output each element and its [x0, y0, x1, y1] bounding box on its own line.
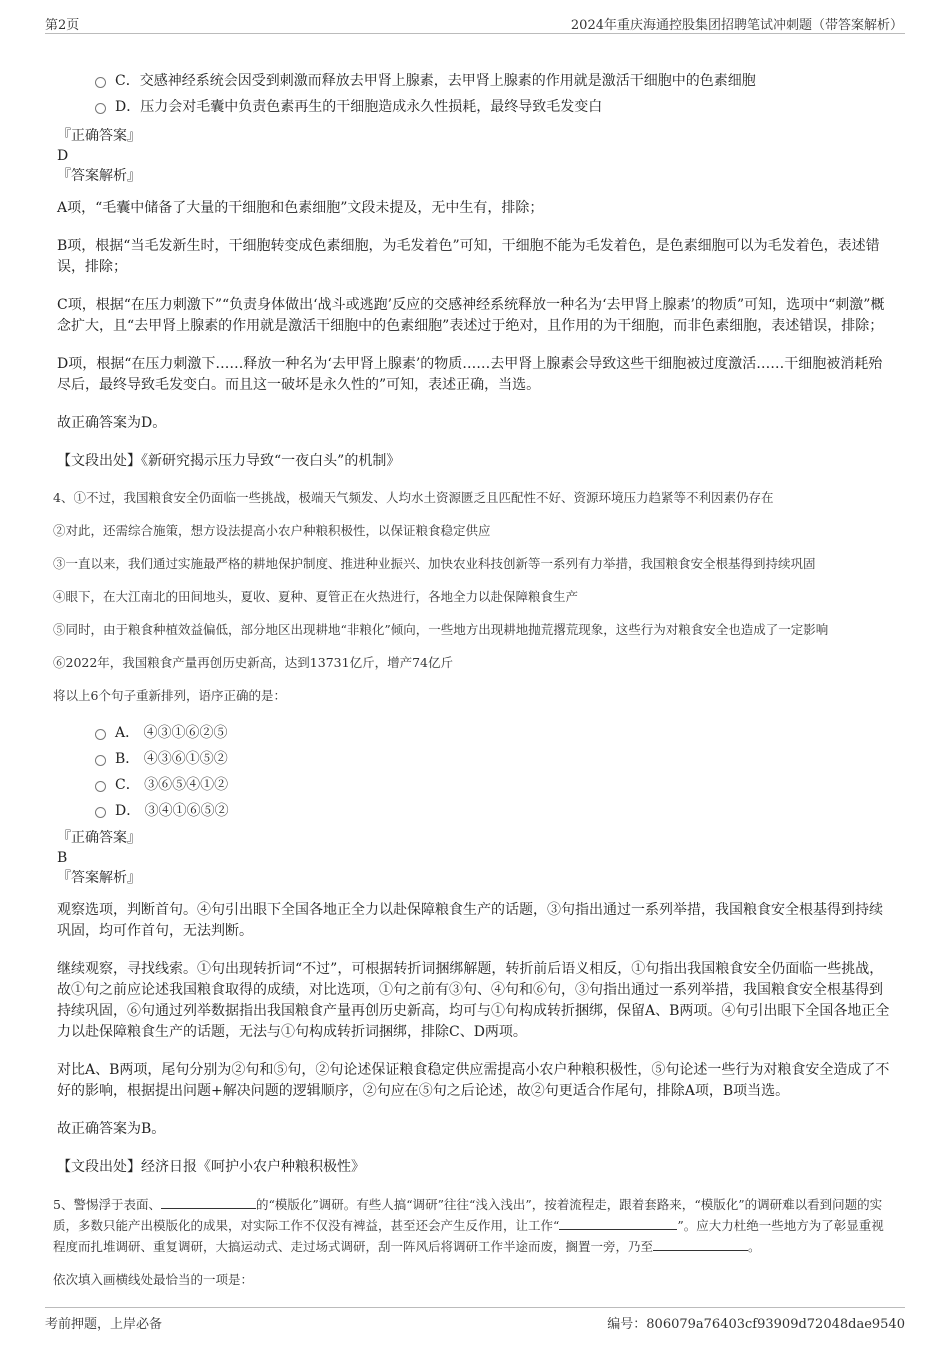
q5-prompt: 依次填入画横线处最恰当的一项是：: [53, 1272, 254, 1287]
option-text: D．压力会对毛囊中负责色素再生的干细胞造成永久性损耗，最终导致毛发变白: [115, 99, 603, 115]
q5-text-4: 。: [748, 1239, 761, 1254]
q3-option-c[interactable]: [95, 70, 892, 92]
q3-analysis-label: 『答案解析』: [57, 168, 141, 184]
q5-blank-1[interactable]: [161, 1194, 256, 1209]
footer-divider: [45, 1307, 905, 1308]
q3-conclusion: 故正确答案为D。: [57, 415, 167, 431]
option-text: B． ④③⑥①⑤②: [115, 751, 228, 767]
q5-stem: [53, 1194, 892, 1257]
q4-sentence-5: ⑤同时，由于粮食种植效益偏低，部分地区出现耕地“非粮化”倾向，一些地方出现耕地抛荒撂荒现象，这些行为对粮食安全也造成了一定影响: [53, 622, 829, 637]
q5-blank-2[interactable]: [559, 1215, 677, 1230]
document-title: 2024年重庆海通控股集团招聘笔试冲刺题（带答案解析）: [570, 18, 903, 33]
q4-sentence-4: ④眼下，在大江南北的田间地头，夏收、夏种、夏管正在火热进行，各地全力以赴保障粮食生产: [53, 589, 579, 604]
q3-source: 【文段出处】《新研究揭示压力导致“一夜白头”的机制》: [57, 453, 401, 469]
page-number: 第2页: [45, 18, 80, 33]
radio-icon[interactable]: [95, 807, 106, 818]
radio-icon[interactable]: [95, 781, 106, 792]
q4-prompt: 将以上6个句子重新排列，语序正确的是：: [53, 688, 286, 703]
document-id: 编号：806079a76403cf93909d72048dae9540: [607, 1317, 905, 1332]
q4-conclusion: 故正确答案为B。: [57, 1121, 166, 1137]
q3-option-d[interactable]: [95, 96, 892, 118]
option-text: C．交感神经系统会因受到刺激而释放去甲肾上腺素，去甲肾上腺素的作用就是激活干细胞中的色素细胞: [115, 73, 756, 89]
q4-answer: B: [57, 850, 68, 866]
footer-slogan: 考前押题，上岸必备: [45, 1317, 163, 1332]
q5-text-2: 的“模版化”调研。有些人搞“调研”往往“浅入浅出”，按着流程走，跟着套路来，“模版化”的调研难以看到问题的实质，多数只能产出模版化的成果，对实际工作不仅没有裨益，甚至还会产生反作用，让工作“: [53, 1197, 883, 1233]
q4-analysis-3: 对比A、B两项，尾句分别为②句和⑤句，②句论述保证粮食稳定供应需提高小农户种粮积极性，⑤句论述一些行为对粮食安全造成了不好的影响，根据提出问题+解决问题的逻辑顺序，②句应在⑤句之后论述，故②句更适合作尾句，排除A项，B项当选。: [57, 1062, 890, 1099]
q4-answer-label: 『正确答案』: [57, 830, 141, 846]
q3-analysis-c: C项，根据“在压力刺激下”“负责身体做出‘战斗或逃跑’反应的交感神经系统释放一种名为‘去甲肾上腺素’的物质”可知，选项中“刺激”概念扩大，且“去甲肾上腺素的作用就是激活干细胞中的色素细胞”表述过于绝对，且作用的为干细胞，而非色素细胞，表述错误，排除；: [57, 297, 885, 334]
q4-option-b[interactable]: [95, 748, 892, 770]
q4-sentence-2: ②对此，还需综合施策，想方设法提高小农户种粮积极性，以保证粮食稳定供应: [53, 523, 491, 538]
radio-icon[interactable]: [95, 755, 106, 766]
radio-icon[interactable]: [95, 729, 106, 740]
q4-sentence-6: ⑥2022年，我国粮食产量再创历史新高，达到13731亿斤，增产74亿斤: [53, 655, 453, 670]
radio-icon[interactable]: [95, 103, 106, 114]
radio-icon[interactable]: [95, 77, 106, 88]
option-text: D． ③④①⑥⑤②: [115, 803, 229, 819]
q3-analysis-a: A项，“毛囊中储备了大量的干细胞和色素细胞”文段未提及，无中生有，排除；: [57, 200, 544, 216]
q4-source: 【文段出处】经济日报《呵护小农户种粮积极性》: [57, 1159, 365, 1175]
option-text: A． ④③①⑥②⑤: [115, 725, 228, 741]
header-divider: [45, 33, 905, 34]
q3-answer: D: [57, 148, 69, 164]
q4-sentence-3: ③一直以来，我们通过实施最严格的耕地保护制度、推进种业振兴、加快农业科技创新等一系列有力举措，我国粮食安全根基得到持续巩固: [53, 556, 816, 571]
q3-analysis-b: B项，根据“当毛发新生时，干细胞转变成色素细胞，为毛发着色”可知，干细胞不能为毛发着色，是色素细胞可以为毛发着色，表述错误，排除；: [57, 238, 880, 275]
q5-text-1: 5、警惕浮于表面、: [53, 1197, 161, 1212]
q4-option-c[interactable]: [95, 774, 892, 796]
q5-text-3: ”。应大力杜绝一些地方为了彰显重视程度而扎堆调研、重复调研，大搞运动式、走过场式调研，刮一阵风后将调研工作半途而废，搁置一旁，乃至: [53, 1218, 884, 1254]
q3-answer-label: 『正确答案』: [57, 128, 141, 144]
q4-analysis-1: 观察选项，判断首句。④句引出眼下全国各地正全力以赴保障粮食生产的话题，③句指出通过一系列举措，我国粮食安全根基得到持续巩固，均可作首句，无法判断。: [57, 902, 883, 939]
q4-analysis-2: 继续观察，寻找线索。①句出现转折词“不过”，可根据转折词捆绑解题，转折前后语义相反，①句指出我国粮食安全仍面临一些挑战，故①句之前应论述我国粮食取得的成绩，对比选项，①句之前有③句、④句和⑥句，③句指出通过一系列举措，我国粮食安全根基得到持续巩固，⑥句通过列举数据指出我国粮食产量再创历史新高，均可与①句构成转折捆绑，保留A、B两项。④句引出眼下全国各地正全力以赴保障粮食生产的话题，无法与①句构成转折词捆绑，排除C、D两项。: [57, 961, 890, 1040]
q4-option-d[interactable]: [95, 800, 892, 822]
option-text: C． ③⑥⑤④①②: [115, 777, 229, 793]
q4-sentence-1: 4、①不过，我国粮食安全仍面临一些挑战，极端天气频发、人均水土资源匮乏且匹配性不好、资源环境压力趋紧等不利因素仍存在: [53, 490, 774, 505]
q5-blank-3[interactable]: [653, 1236, 748, 1251]
q4-option-a[interactable]: [95, 722, 892, 744]
q3-analysis-d: D项，根据“在压力刺激下……释放一种名为‘去甲肾上腺素’的物质……去甲肾上腺素会导致这些干细胞被过度激活……干细胞被消耗殆尽后，最终导致毛发变白。而且这一破坏是永久性的”可知，表述正确，当选。: [57, 356, 883, 393]
main-content: [53, 70, 892, 1290]
q4-analysis-label: 『答案解析』: [57, 870, 141, 886]
